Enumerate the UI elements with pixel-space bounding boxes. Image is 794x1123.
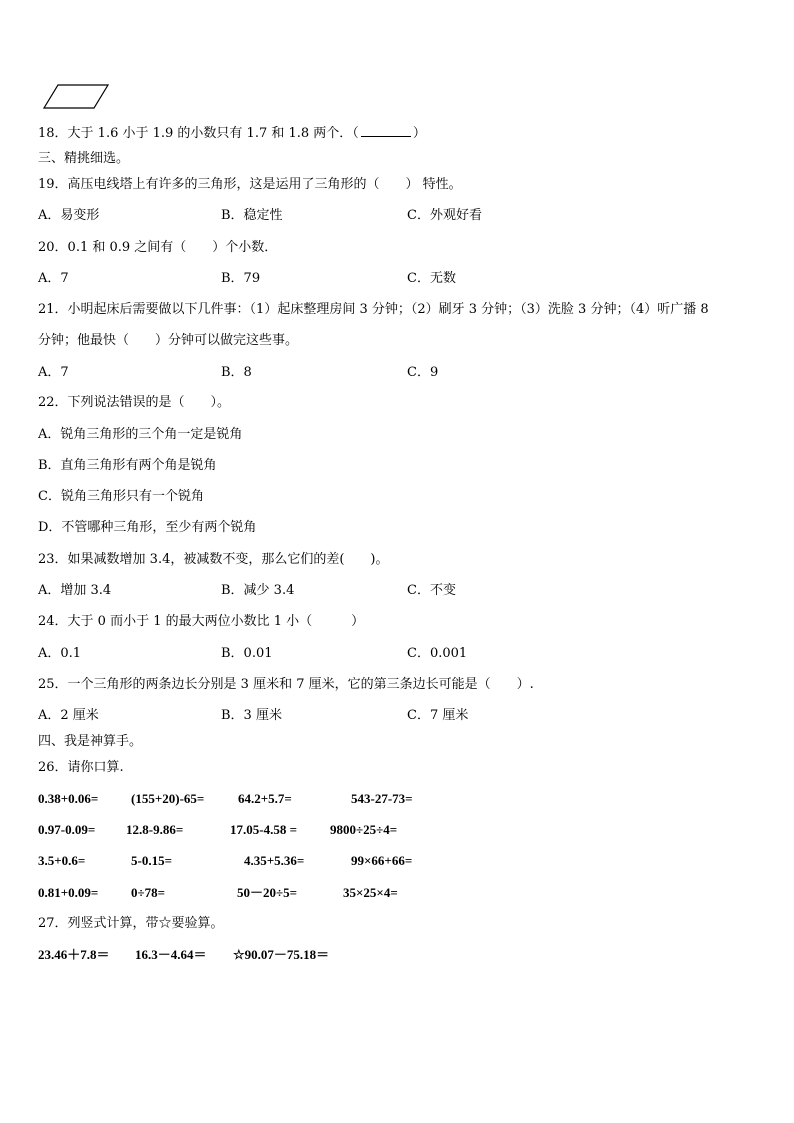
q21-option-c[interactable]: C．9	[407, 365, 439, 380]
question-20: 20．0.1 和 0.9 之间有（ ）个小数．	[38, 240, 278, 255]
q20-option-b[interactable]: B．79	[221, 271, 261, 286]
q23-option-c[interactable]: C．不变	[407, 583, 456, 598]
calc-item: 5-0.15=	[131, 853, 172, 868]
question-22: 22．下列说法错误的是（ ）。	[38, 395, 231, 410]
q24-option-b[interactable]: B．0.01	[221, 646, 273, 661]
section-3-heading: 三、精挑细选。	[38, 151, 130, 166]
q23-option-b[interactable]: B．减少 3.4	[221, 583, 295, 598]
q18-text-end: ）	[412, 126, 426, 141]
q25-option-b[interactable]: B．3 厘米	[221, 708, 282, 723]
q23-option-a[interactable]: A．增加 3.4	[38, 583, 112, 598]
q18-answer-blank[interactable]	[361, 124, 411, 137]
q24-option-a[interactable]: A．0.1	[38, 646, 82, 661]
q22-option-a[interactable]: A．锐角三角形的三个角一定是锐角	[38, 427, 243, 442]
calc-item: (155+20)-65=	[131, 791, 205, 806]
calc-item: 0.38+0.06=	[38, 791, 99, 806]
q20-option-a[interactable]: A．7	[38, 271, 69, 286]
calc-item: 0÷78=	[131, 885, 166, 900]
calc-item: 17.05-4.58 =	[230, 822, 297, 837]
question-25: 25．一个三角形的两条边长分别是 3 厘米和 7 厘米，它的第三条边长可能是（ ）.	[38, 677, 534, 692]
q22-option-b[interactable]: B．直角三角形有两个角是锐角	[38, 458, 217, 473]
question-23: 23．如果减数增加 3.4，被减数不变，那么它们的差( )。	[38, 552, 389, 567]
calc-item: 3.5+0.6=	[38, 853, 86, 868]
calc-item: 0.97-0.09=	[38, 822, 96, 837]
calc-item: 50－20÷5=	[237, 885, 298, 900]
calc-item: 543-27-73=	[351, 791, 413, 806]
calc-item: 9800÷25÷4=	[330, 822, 398, 837]
calc-item: 35×25×4=	[343, 885, 398, 900]
calc-item: 12.8-9.86=	[126, 822, 184, 837]
question-24: 24．大于 0 而小于 1 的最大两位小数比 1 小（ ）	[38, 614, 365, 629]
q25-option-a[interactable]: A．2 厘米	[38, 708, 99, 723]
calc-item: 99×66+66=	[351, 853, 413, 868]
q20-option-c[interactable]: C．无数	[407, 271, 456, 286]
question-21-line1: 21．小明起床后需要做以下几件事：（1）起床整理房间 3 分钟；（2）刷牙 3 分钟；（3）洗脸 3 分钟；（4）听广播 8	[38, 302, 709, 317]
q25-option-c[interactable]: C．7 厘米	[407, 708, 469, 723]
parallelogram-figure	[40, 82, 112, 112]
q21-option-b[interactable]: B．8	[221, 365, 252, 380]
question-18	[38, 124, 426, 142]
question-21-line2: 分钟；他最快（ ）分钟可以做完这些事。	[38, 333, 299, 348]
q21-option-a[interactable]: A．7	[38, 365, 69, 380]
q22-option-d[interactable]: D．不管哪种三角形，至少有两个锐角	[38, 520, 257, 535]
calc-item: 0.81+0.09=	[38, 885, 99, 900]
vertical-calc-item: 23.46＋7.8＝	[38, 947, 110, 962]
calc-item: 64.2+5.7=	[238, 791, 292, 806]
q19-option-b[interactable]: B．稳定性	[221, 208, 283, 223]
q22-option-c[interactable]: C．锐角三角形只有一个锐角	[38, 489, 204, 504]
vertical-calc-item: ☆90.07－75.18＝	[233, 947, 330, 962]
calc-item: 4.35+5.36=	[244, 853, 305, 868]
section-4-heading: 四、我是神算手。	[38, 734, 143, 749]
q19-option-a[interactable]: A．易变形	[38, 208, 100, 223]
q24-option-c[interactable]: C．0.001	[407, 646, 468, 661]
q19-option-c[interactable]: C．外观好看	[407, 208, 482, 223]
q18-text: 18．大于 1.6 小于 1.9 的小数只有 1.7 和 1.8 两个．（	[38, 126, 359, 141]
question-19: 19．高压电线塔上有许多的三角形，这是运用了三角形的（ ） 特性。	[38, 177, 462, 192]
question-27: 27．列竖式计算，带☆要验算。	[38, 916, 224, 931]
vertical-calc-item: 16.3－4.64＝	[135, 947, 207, 962]
question-26: 26．请你口算.	[38, 760, 124, 775]
